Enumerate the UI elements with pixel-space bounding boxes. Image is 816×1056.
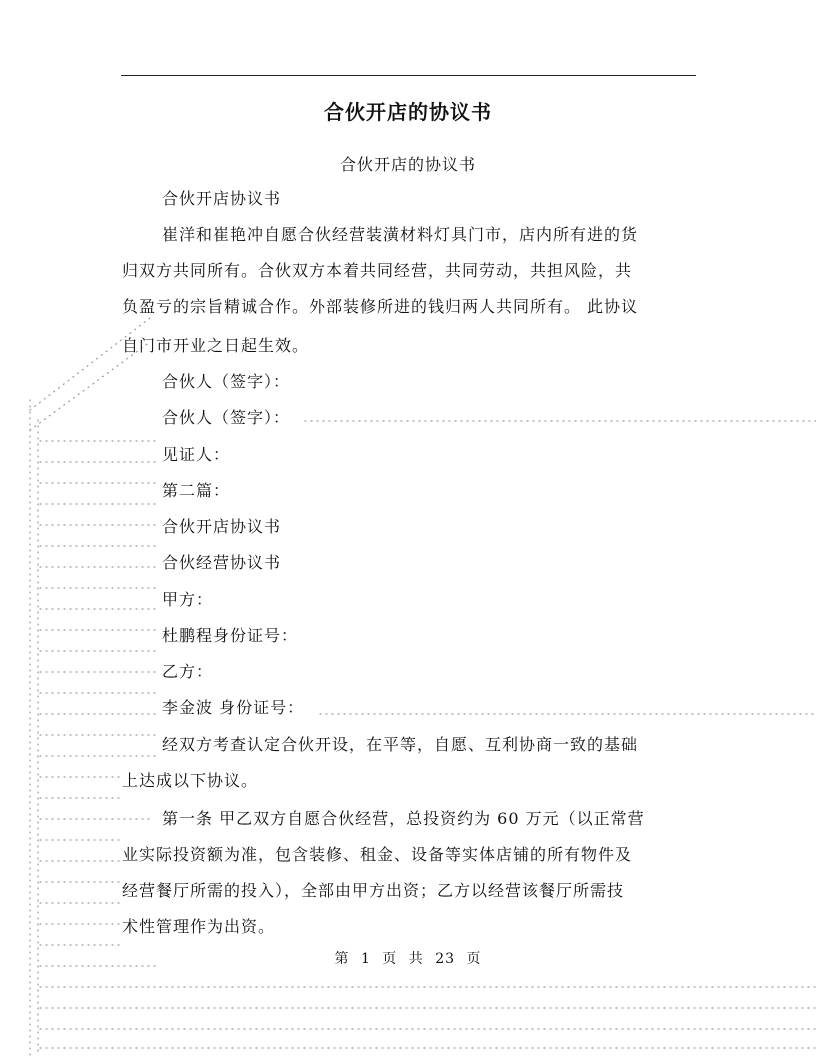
- text-line: 崔洋和崔艳冲自愿合伙经营装潢材料灯具门市，店内所有进的货: [162, 225, 639, 244]
- text-line: 经营餐厅所需的投入），全部由甲方出资；乙方以经营该餐厅所需技: [122, 881, 625, 900]
- article-line: 第一条 甲乙双方自愿合伙经营，总投资约为 60 万元（以正常营: [162, 809, 645, 828]
- text-line: 合伙开店协议书: [162, 517, 282, 536]
- party-a-label: 甲方：: [162, 590, 214, 609]
- text-line: 上达成以下协议。: [122, 771, 259, 790]
- document-subtitle: 合伙开店的协议书: [339, 155, 476, 174]
- text-line: 归双方共同所有。合伙双方本着共同经营，共同劳动，共担风险，共: [122, 261, 633, 280]
- header-rule: [121, 75, 696, 76]
- text-line: 合伙开店协议书: [162, 189, 282, 208]
- page-number-footer: 第 1 页 共 23 页: [334, 951, 482, 967]
- signature-line: 合伙人（签字）：: [162, 372, 291, 391]
- party-b-id: 李金波 身份证号：: [162, 698, 305, 717]
- signature-line: 合伙人（签字）：: [162, 408, 291, 427]
- text-line: 自门市开业之日起生效。: [122, 336, 310, 355]
- section-heading: 第二篇：: [162, 481, 231, 500]
- text-line: 负盈亏的宗旨精诚合作。外部装修所进的钱归两人共同所有。 此协议: [122, 297, 639, 316]
- text-line: 业实际投资额为准，包含装修、租金、设备等实体店铺的所有物件及: [122, 845, 633, 864]
- page-title: 合伙开店的协议书: [324, 100, 492, 124]
- text-line: 合伙经营协议书: [162, 553, 282, 572]
- text-line: 经双方考查认定合伙开设，在平等，自愿、互利协商一致的基础: [162, 735, 639, 754]
- text-line: 术性管理作为出资。: [122, 917, 276, 936]
- party-b-label: 乙方：: [162, 662, 214, 681]
- party-a-id: 杜鹏程身份证号：: [162, 626, 299, 645]
- witness-line: 见证人：: [162, 445, 231, 464]
